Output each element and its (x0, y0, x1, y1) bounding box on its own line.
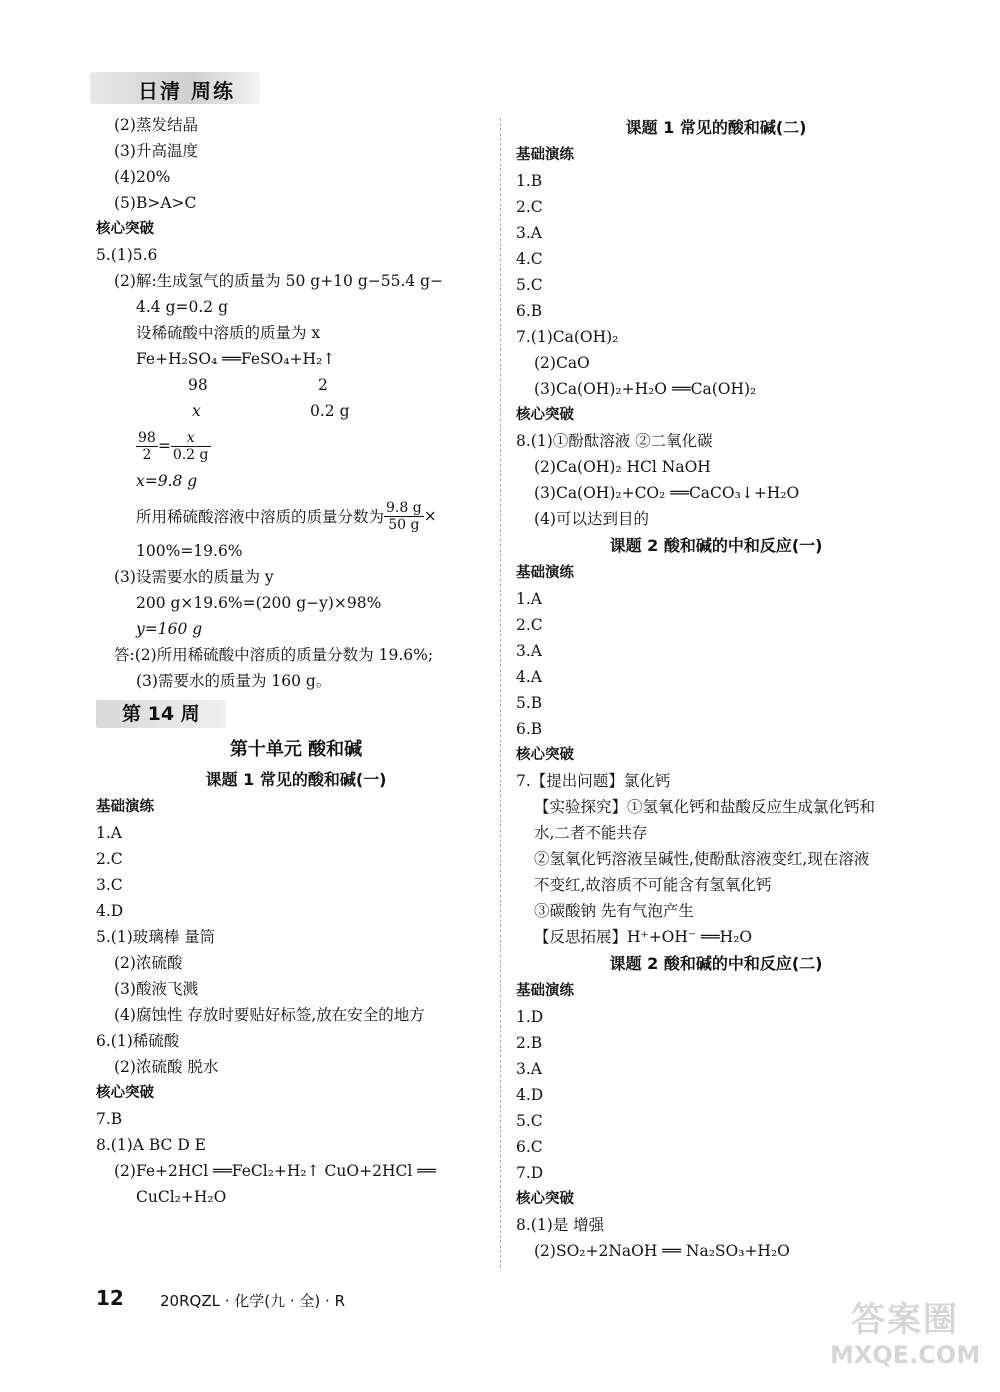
answer-line: (4)20% (114, 168, 171, 186)
answer-line: (3)酸液飞溅 (114, 980, 198, 998)
answer-line: 6.B (516, 720, 543, 738)
answer-line: 6.(1)稀硫酸 (96, 1032, 180, 1050)
answer-line: 7.B (96, 1110, 123, 1128)
section-heading: 核心突破 (96, 221, 154, 237)
answer-line: 2.B (516, 1034, 543, 1052)
ratio-value: x (192, 402, 201, 420)
answer-line: (2)蒸发结晶 (114, 116, 198, 134)
answer-line: 3.A (516, 224, 542, 242)
answer-line: 4.A (516, 668, 542, 686)
fraction-equation (96, 494, 496, 538)
answer-line: 1.D (516, 1008, 544, 1026)
answer-line: 答:(2)所用稀硫酸中溶质的质量分数为 19.6%; (114, 646, 434, 664)
answer-line: 不变红,故溶质不可能含有氢氧化钙 (534, 876, 772, 894)
answer-line: (2)CaO (534, 354, 590, 372)
watermark-text: 答案圈 (851, 1300, 959, 1340)
fraction (136, 430, 158, 463)
fraction (384, 500, 424, 533)
equation-ratio-line (96, 398, 496, 424)
watermark-url: MXQE.COM (830, 1341, 981, 1369)
answer-line: y=160 g (136, 620, 203, 638)
section-heading: 核心突破 (96, 1085, 154, 1101)
right-column (516, 114, 916, 1264)
section-heading: 基础演练 (516, 147, 574, 163)
answer-line: (3)升高温度 (114, 142, 198, 160)
answer-line: 6.B (516, 302, 543, 320)
section-heading: 核心突破 (516, 747, 574, 763)
topic-title: 课题 2 酸和碱的中和反应(一) (609, 536, 823, 555)
answer-line: 4.4 g=0.2 g (136, 298, 228, 316)
answer-line: ②氢氧化钙溶液呈碱性,使酚酞溶液变红,现在溶液 (534, 850, 870, 868)
answer-line: 7.【提出问题】氯化钙 (516, 772, 671, 790)
fraction (171, 430, 211, 463)
numerator: x (171, 430, 211, 447)
answer-line: 2.C (516, 198, 543, 216)
ratio-value: 0.2 g (310, 402, 350, 420)
answer-line: 100%=19.6% (136, 542, 243, 560)
answer-line: CuCl₂+H₂O (136, 1188, 227, 1206)
answer-line: 7.(1)Ca(OH)₂ (516, 328, 619, 346)
section-heading: 核心突破 (516, 1191, 574, 1207)
answer-line: 3.A (516, 642, 542, 660)
answer-line: (2)浓硫酸 (114, 954, 183, 972)
answer-line: (3)Ca(OH)₂+CO₂ ══CaCO₃↓+H₂O (534, 484, 800, 502)
answer-line: (4)可以达到目的 (534, 510, 649, 528)
section-heading: 基础演练 (96, 799, 154, 815)
section-heading: 基础演练 (516, 983, 574, 999)
unit-title: 第十单元 酸和碱 (229, 739, 363, 760)
answer-line: ③碳酸钠 先有气泡产生 (534, 902, 694, 920)
answer-line: x=9.8 g (136, 472, 198, 490)
answer-line: (3)Ca(OH)₂+H₂O ══Ca(OH)₂ (534, 380, 757, 398)
answer-line: 1.A (96, 824, 122, 842)
section-heading: 核心突破 (516, 407, 574, 423)
answer-line: 设稀硫酸中溶质的质量为 x (136, 324, 321, 342)
answer-line: 200 g×19.6%=(200 g−y)×98% (136, 594, 382, 612)
times-sign: × (423, 507, 437, 525)
equals-sign: = (157, 437, 171, 455)
answer-line: (3)需要水的质量为 160 g。 (136, 672, 332, 690)
topic-title: 课题 1 常见的酸和碱(一) (205, 770, 387, 789)
numerator: 9.8 g (386, 499, 422, 516)
answer-line: 5.(1)玻璃棒 量筒 (96, 928, 216, 946)
denominator: 0.2 g (172, 446, 209, 463)
answer-line: 水,二者不能共存 (534, 824, 648, 842)
answer-line: 2.C (96, 850, 123, 868)
page-header-banner (90, 72, 260, 104)
topic-title: 课题 1 常见的酸和碱(二) (625, 118, 807, 137)
answer-line: (2)解:生成氢气的质量为 50 g+10 g−55.4 g− (114, 272, 444, 290)
answer-line: 4.D (96, 902, 124, 920)
answer-line: 【实验探究】①氢氧化钙和盐酸反应生成氯化钙和 (534, 798, 876, 816)
equation-ratio-line (96, 372, 496, 398)
topic-title: 课题 2 酸和碱的中和反应(二) (609, 954, 823, 973)
answer-line: (5)B>A>C (114, 194, 197, 212)
answer-line: (2)SO₂+2NaOH ══ Na₂SO₃+H₂O (534, 1242, 790, 1260)
answer-line: 8.(1)是 增强 (516, 1216, 605, 1234)
denominator: 50 g (388, 516, 420, 533)
answer-line: (2)Ca(OH)₂ HCl NaOH (534, 458, 711, 476)
answer-line: 5.C (516, 276, 543, 294)
page-header-title: 日清 周练 (138, 79, 235, 103)
week-title: 第 14 周 (122, 703, 200, 725)
equation-line: Fe+H₂SO₄ ══FeSO₄+H₂↑ (136, 350, 336, 368)
answer-line: 5.C (516, 1112, 543, 1130)
answer-line: 5.(1)5.6 (96, 246, 158, 264)
answer-line: 【反思拓展】H⁺+OH⁻ ══H₂O (534, 928, 753, 946)
answer-line: 1.A (516, 590, 542, 608)
numerator: 98 (138, 429, 156, 446)
answer-line: (4)腐蚀性 存放时要贴好标签,放在安全的地方 (114, 1006, 425, 1024)
answer-line: 8.(1)A BC D E (96, 1136, 206, 1154)
watermark-logo (830, 1300, 980, 1380)
denominator: 2 (142, 446, 152, 463)
answer-line: 4.D (516, 1086, 544, 1104)
answer-line: 5.B (516, 694, 543, 712)
answer-line: 2.C (516, 616, 543, 634)
footer-text: 20RQZL · 化学(九 · 全) · R (160, 1292, 345, 1310)
answer-line: 8.(1)①酚酞溶液 ②二氧化碳 (516, 432, 713, 450)
section-heading: 基础演练 (516, 565, 574, 581)
ratio-value: 2 (318, 376, 328, 394)
answer-line: (2)Fe+2HCl ══FeCl₂+H₂↑ CuO+2HCl ══ (114, 1162, 436, 1180)
answer-line: 3.A (516, 1060, 542, 1078)
answer-line: 3.C (96, 876, 123, 894)
week-heading (96, 694, 496, 734)
answer-line: (2)浓硫酸 脱水 (114, 1058, 219, 1076)
answer-line: 4.C (516, 250, 543, 268)
left-column (96, 112, 496, 1210)
answer-line: 1.B (516, 172, 543, 190)
column-divider (500, 118, 501, 1268)
answer-line: 6.C (516, 1138, 543, 1156)
page-number: 12 (96, 1286, 124, 1310)
ratio-value: 98 (188, 376, 208, 394)
answer-text: 所用稀硫酸溶液中溶质的质量分数为 (136, 508, 385, 526)
answer-line: (3)设需要水的质量为 y (114, 568, 274, 586)
fraction-equation (96, 424, 496, 468)
answer-line: 7.D (516, 1164, 544, 1182)
